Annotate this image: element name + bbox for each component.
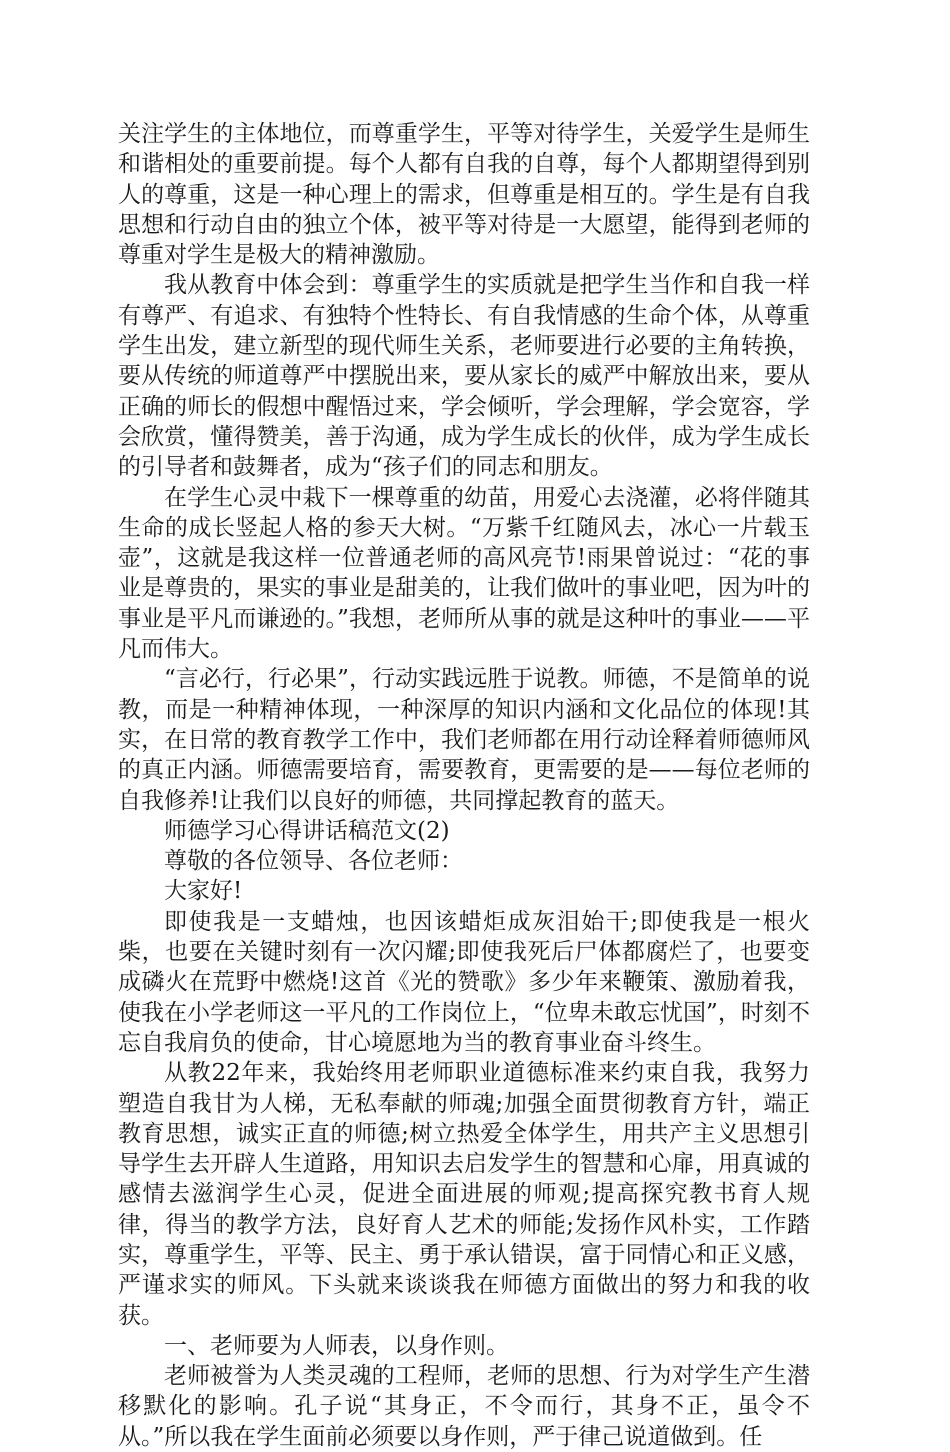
section-heading: 师德学习心得讲话稿范文(2)	[164, 817, 450, 844]
greeting: 大家好!	[164, 878, 243, 905]
paragraph-action-over-words: “言必行，行必果”，行动实践远胜于说教。师德，不是简单的说教，而是一种精神体现，一种深厚的知识内涵和文化品位的体现!其实，在日常的教育教学工作中，我们老师都在用行动诠释着师德师风的真正内涵。师德需要培育，需要教育，更需要的是——每位老师的自我修养!让我们以良好的师德，共同撑起教育的蓝天。	[118, 666, 810, 814]
paragraph-candle: 即使我是一支蜡烛，也因该蜡炬成灰泪始干;即使我是一根火柴，也要在关键时刻有一次闪耀;即使我死后尸体都腐烂了，也要变成磷火在荒野中燃烧!这首《光的赞歌》多少年来鞭策、激励着我，使我在小学老师这一平凡的工作岗位上，“位卑未敢忘忧国”，时刻不忘自我肩负的使命，甘心境愿地为当的教育事业奋斗终生。	[118, 908, 810, 1056]
paragraph-respect-students: 关注学生的主体地位，而尊重学生，平等对待学生，关爱学生是师生和谐相处的重要前提。每个人都有自我的自尊，每个人都期望得到别人的尊重，这是一种心理上的需求，但尊重是相互的。学生是有自我思想和行动自由的独立个体，被平等对待是一大愿望，能得到老师的尊重对学生是极大的精神激励。	[118, 121, 810, 269]
paragraph-soul-engineer: 老师被誉为人类灵魂的工程师，老师的思想、行为对学生产生潜移默化的影响。孔子说“其身正，不令而行，其身不正，虽令不从。”所以我在学生面前必须要以身作则，严于律己说道做到。任	[118, 1363, 810, 1450]
paragraph-22-years: 从教22年来，我始终用老师职业道德标准来约束自我，我努力塑造自我甘为人梯，无私奉献的师魂;加强全面贯彻教育方针，端正教育思想，诚实正直的师德;树立热爱全体学生，用共产主义思想引导学生去开辟人生道路，用知识去启发学生的智慧和心扉，用真诚的感情去滋润学生心灵，促进全面进展的师观;提高探究教书育人规律，得当的教学方法，良好育人艺术的师能;发扬作风朴实，工作踏实，尊重学生，平等、民主、勇于承认错误，富于同情心和正义感，严谨求实的师风。下头就来谈谈我在师德方面做出的努力和我的收获。	[118, 1060, 810, 1329]
salutation: 尊敬的各位领导、各位老师：	[164, 848, 463, 875]
document-body	[118, 119, 810, 1452]
paragraph-seedling-of-respect: 在学生心灵中栽下一棵尊重的幼苗，用爱心去浇灌，必将伴随其生命的成长竖起人格的参天大树。“万紫千红随风去，冰心一片载玉壶”，这就是我这样一位普通老师的高风亮节!雨果曾说过：“花的事业是尊贵的，果实的事业是甜美的，让我们做叶的事业吧，因为叶的事业是平凡而谦逊的。”我想，老师所从事的就是这种叶的事业——平凡而伟大。	[118, 484, 810, 663]
paragraph-teaching-experience: 我从教育中体会到：尊重学生的实质就是把学生当作和自我一样有尊严、有追求、有独特个性特长、有自我情感的生命个体，从尊重学生出发，建立新型的现代师生关系，老师要进行必要的主角转换，要从传统的师道尊严中摆脱出来，要从家长的威严中解放出来，要从正确的师长的假想中醒悟过来，学会倾听，学会理解，学会宽容，学会欣赏，懂得赞美，善于沟通，成为学生成长的伙伴，成为学生成长的引导者和鼓舞者，成为“孩子们的同志和朋友。	[118, 272, 810, 481]
subheading-lead-by-example: 一、老师要为人师表，以身作则。	[164, 1332, 509, 1359]
